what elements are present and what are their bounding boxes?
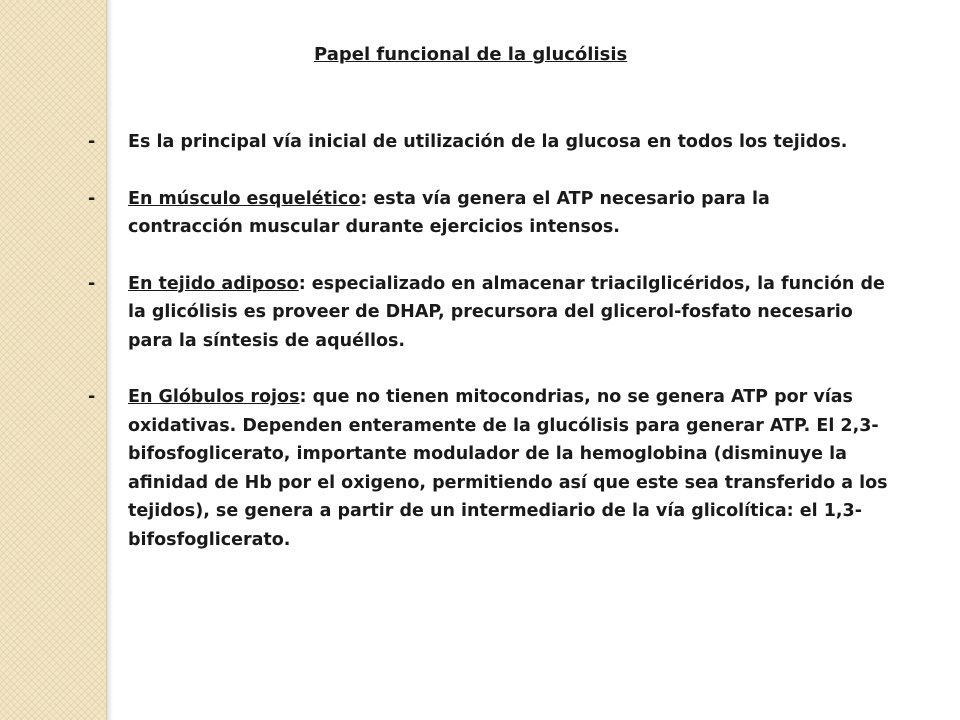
list-item-text xyxy=(128,128,888,157)
bullet-dash: - xyxy=(88,188,96,209)
list-item-lead: En tejido adiposo xyxy=(128,273,299,294)
list-item-body: : que no tienen mitocondrias, no se genera ATP por vías oxidativas. Dependen enteramente de la glucólisis para generar ATP. El 2,3-bifosfoglicerato, importante modulador de la hemoglobina (disminuye la afinidad de Hb por el oxigeno, permitiendo así que este sea transferido a los tejidos), se genera a partir de un intermediario de la vía glicolítica: el 1,3-bifosfoglicerato. xyxy=(128,387,888,550)
list-item xyxy=(88,270,888,356)
bullet-list xyxy=(88,128,888,582)
list-item-body: Es la principal vía inicial de utilización de la glucosa en todos los tejidos. xyxy=(128,132,848,152)
bullet-dash: - xyxy=(88,387,96,407)
list-item-body: : esta vía genera el ATP necesario para la contracción muscular durante ejercicios intensos. xyxy=(128,188,770,237)
list-item-lead: En Glóbulos rojos xyxy=(128,387,300,407)
list-item xyxy=(88,128,888,157)
list-item-text xyxy=(128,185,888,242)
list-item xyxy=(88,383,888,554)
bullet-dash: - xyxy=(88,273,96,294)
list-item-text xyxy=(128,383,888,554)
list-item-text xyxy=(128,270,888,356)
list-item xyxy=(88,185,888,242)
list-item-body: : especializado en almacenar triacilglicéridos, la función de la glicólisis es proveer de DHAP, precursora del glicerol-fosfato necesario para la síntesis de aquéllos. xyxy=(128,273,885,351)
list-item-lead: En músculo esquelético xyxy=(128,188,361,209)
bullet-dash: - xyxy=(88,132,96,152)
slide-title: Papel funcional de la glucólisis xyxy=(314,44,628,65)
